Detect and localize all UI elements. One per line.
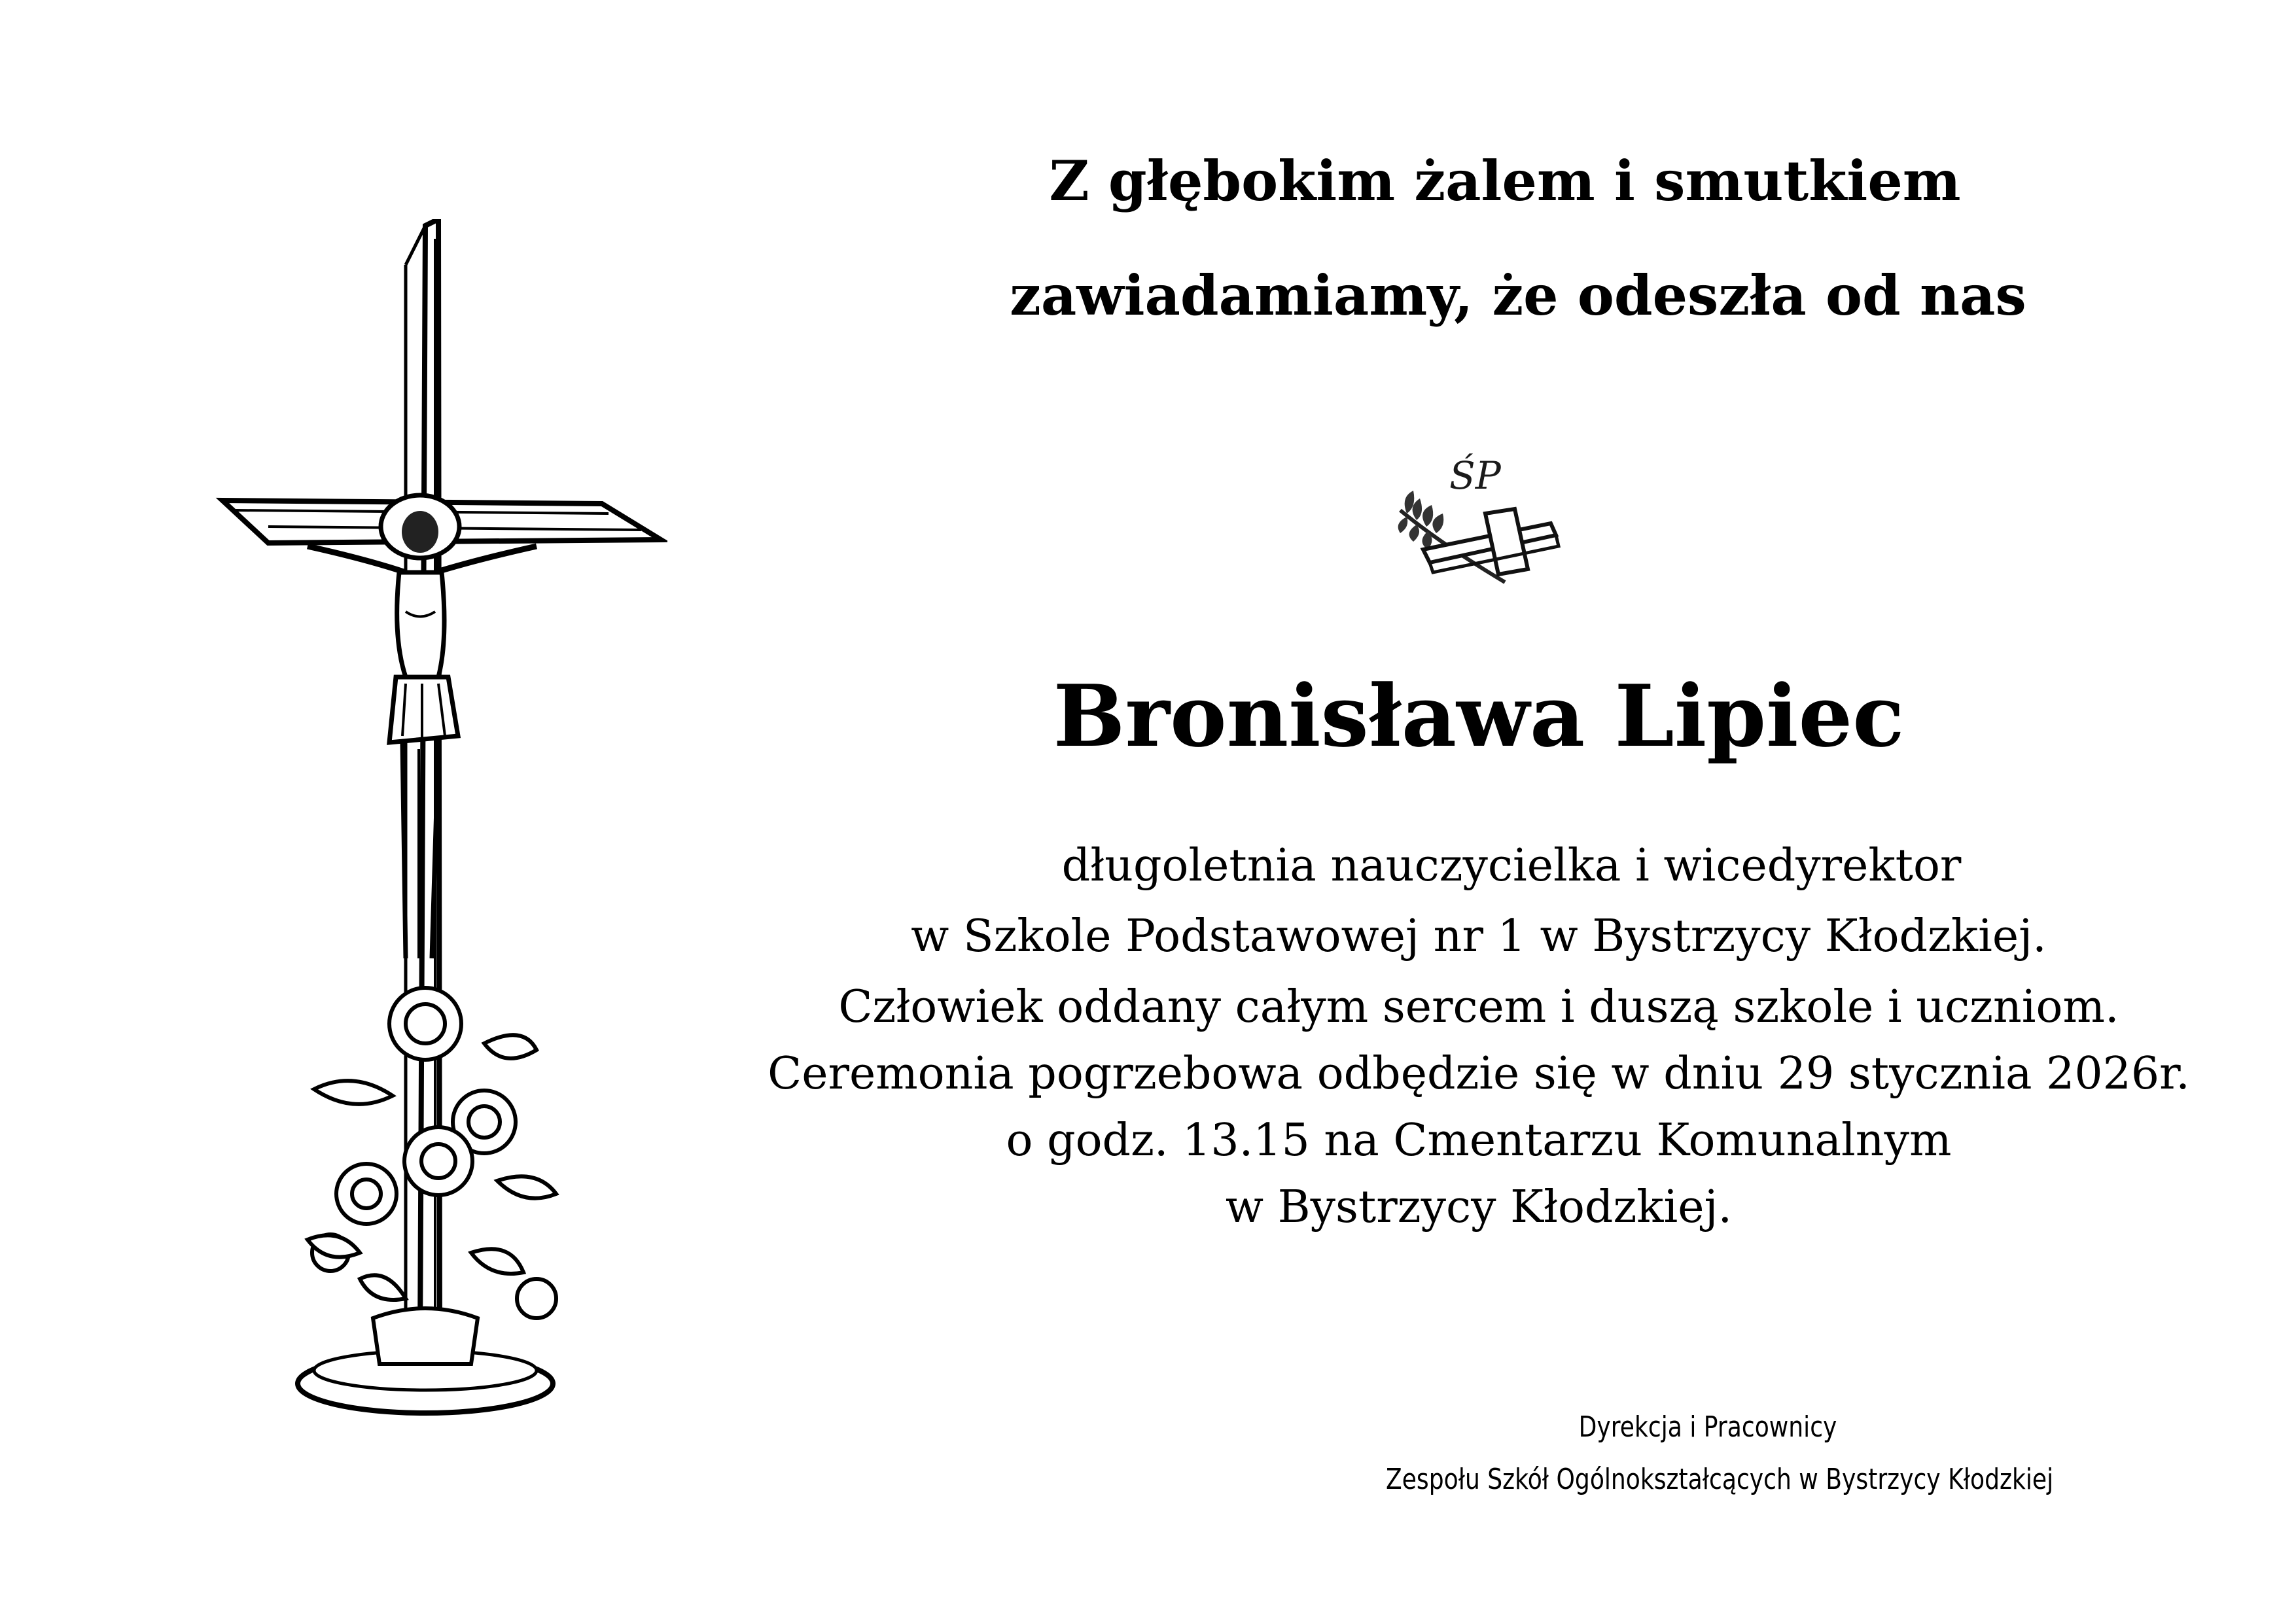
sp-label: ŚP — [1449, 453, 1501, 498]
body-line-ceremony-town: w Bystrzycy Kłodzkiej. — [1225, 1181, 1733, 1233]
body-line-role: długoletnia nauczycielka i wicedyrektor — [1061, 840, 1962, 892]
crucifix-illustration — [209, 219, 667, 1429]
deceased-name: Bronisława Lipiec — [1053, 666, 1905, 766]
body-line-tribute: Człowiek oddany całym sercem i duszą szkole i uczniom. — [838, 981, 2119, 1033]
body-line-ceremony-time-place: o godz. 13.15 na Cmentarzu Komunalnym — [1006, 1115, 1952, 1166]
signature-line-2: Zespołu Szkół Ogólnokształcących w Bystrzycy Kłodzkiej — [1386, 1463, 2054, 1496]
header-line-1: Z głębokim żalem i smutkiem — [1049, 148, 1961, 213]
signature-line-1: Dyrekcja i Pracownicy — [1578, 1410, 1837, 1444]
body-line-school: w Szkole Podstawowej nr 1 w Bystrzycy Kłodzkiej. — [911, 911, 2047, 962]
body-line-ceremony-date: Ceremonia pogrzebowa odbędzie się w dniu 29 stycznia 2026r. — [768, 1048, 2190, 1100]
header-line-2: zawiadamiamy, że odeszła od nas — [1010, 263, 2026, 328]
sp-emblem — [1387, 451, 1564, 602]
